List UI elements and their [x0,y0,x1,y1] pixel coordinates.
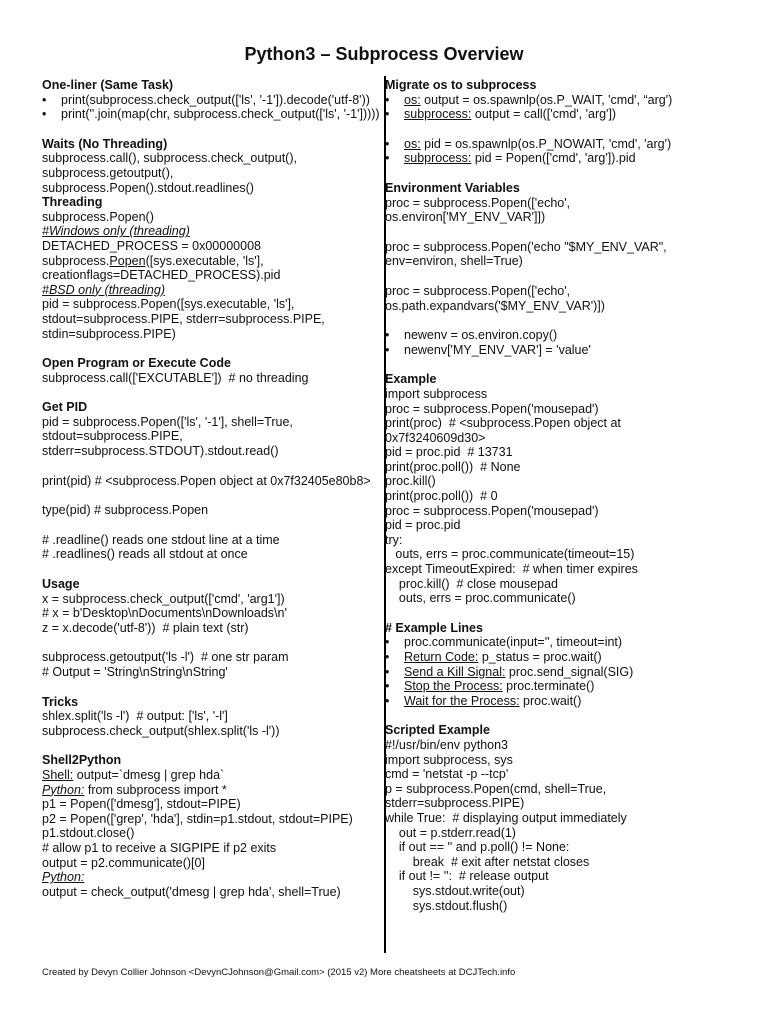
code-line: env=environ, shell=True) [385,254,523,269]
bullet-item [385,665,735,680]
section-heading-waits: Waits (No Threading) [42,136,168,151]
code-line: proc.kill() [385,474,436,489]
bsd-only-label: #BSD only (threading) [42,282,165,297]
code-text: output=`dmesg | grep hda` [73,767,225,782]
code-line: stdout=subprocess.PIPE, stderr=subprocess.PIPE, [42,311,325,326]
code-line: proc = subprocess.Popen('echo "$MY_ENV_VAR", [385,239,667,254]
code-line: break # exit after netstat closes [385,854,590,869]
bullet-item [385,694,735,709]
code-line: cmd = 'netstat -p --tcp' [385,767,509,782]
bullet-item [385,679,735,694]
code-line: z = x.decode('utf-8')) # plain text (str) [42,620,249,635]
code-line: subprocess.check_output(shlex.split('ls -l')) [42,723,280,738]
code-line: outs, errs = proc.communicate() [385,591,576,606]
code-line: pid = proc.pid [385,518,461,533]
stop-process-label: Stop the Process: [404,679,503,694]
code-line [42,254,378,269]
right-column [385,78,735,913]
code-line: output = p2.communicate()[0] [42,855,205,870]
bullet-item [385,107,735,122]
code-line: # Output = 'String\nString\nString' [42,665,228,679]
code-line: p2 = Popen(['grep', 'hda'], stdin=p1.stdout, stdout=PIPE) [42,811,353,826]
code-text: proc.send_signal(SIG) [505,664,634,679]
code-line: stdout=subprocess.PIPE, [42,429,183,444]
section-heading-usage: Usage [42,577,80,592]
bullet-item: • print(subprocess.check_output(['ls', '-1']).decode('utf-8')) [42,93,378,108]
bullet-item [385,137,735,152]
code-text: proc.terminate() [502,679,595,694]
section-heading-threading: Threading [42,195,103,210]
code-line: proc = subprocess.Popen('mousepad') [385,401,599,416]
section-heading-shell2python: Shell2Python [42,753,122,768]
code-line: os.environ['MY_ENV_VAR']]) [385,210,546,225]
python-label: Python: [42,870,85,885]
code-line: shlex.split('ls -l') # output: ['ls', '-l'] [42,709,228,724]
kill-signal-label: Send a Kill Signal: [404,664,506,679]
section-heading-example: Example [385,372,437,387]
code-line: try: [385,532,403,547]
code-line: pid = subprocess.Popen([sys.executable, 'ls'], [42,297,295,312]
code-line: proc = subprocess.Popen('mousepad') [385,503,599,518]
code-line: subprocess.Popen().stdout.readlines() [42,180,254,195]
code-line [42,783,378,798]
code-line: p1 = Popen(['dmesg'], stdout=PIPE) [42,797,241,812]
code-line: print(proc) # <subprocess.Popen object at [385,416,621,431]
os-label: os: [404,92,421,107]
code-line: # .readline() reads one stdout line at a time [42,532,280,547]
code-line: subprocess.getoutput('ls -l') # one str param [42,650,289,665]
code-line: subprocess.call(), subprocess.check_output(), [42,151,297,166]
code-line: #!/usr/bin/env python3 [385,737,508,752]
code-text: pid = os.spawnlp(os.P_NOWAIT, 'cmd', 'arg') [420,136,672,151]
page-title: Python3 – Subprocess Overview [244,44,524,64]
code-line: out = p.stderr.read(1) [385,825,516,840]
code-line: # .readlines() reads all stdout at once [42,547,248,562]
code-line: 0x7f3240609d30> [385,430,486,445]
code-text: output = os.spawnlp(os.P_WAIT, 'cmd', “arg') [420,92,673,107]
code-line: proc = subprocess.Popen(['echo', [385,195,571,210]
code-line: sys.stdout.write(out) [385,883,525,898]
code-line: stderr=subprocess.PIPE) [385,796,525,811]
python-label: Python: [42,782,85,797]
code-line: if out == '' and p.poll() != None: [385,840,570,855]
os-label: os: [404,136,421,151]
code-line: proc.kill() # close mousepad [385,576,558,591]
code-line: outs, errs = proc.communicate(timeout=15) [385,547,635,562]
bullet-item [385,93,735,108]
code-line: import subprocess [385,386,488,401]
left-column [42,78,378,899]
bullet-item [385,650,735,665]
code-line: sys.stdout.flush() [385,898,508,913]
code-line: x = subprocess.check_output(['cmd', 'arg1']) [42,591,285,606]
code-line: creationflags=DETACHED_PROCESS).pid [42,268,281,283]
section-heading-getpid: Get PID [42,400,88,415]
code-text: from subprocess import * [84,782,227,797]
return-code-label: Return Code: [404,650,479,664]
bullet-item: • newenv = os.environ.copy() [385,328,735,343]
code-text: pid = Popen(['cmd', 'arg']).pid [471,151,636,166]
shell-label: Shell: [42,767,74,782]
footer-credits: Created by Devyn Collier Johnson <DevynCJohnson@Gmail.com> (2015 v2) More cheatsheets at DCJTech.info [42,967,516,978]
underlined-text: Popen [109,253,146,268]
code-line: print(proc.poll()) # None [385,459,521,474]
code-line: while True: # displaying output immediately [385,810,627,825]
bullet-item [385,151,735,166]
subprocess-label: subprocess: [404,107,472,122]
code-line: proc = subprocess.Popen(['echo', [385,283,571,298]
section-heading-oneliner: One-liner (Same Task) [42,78,174,92]
code-line: p1.stdout.close() [42,826,135,841]
code-text: ([sys.executable, 'ls'], [145,253,264,268]
code-line: DETACHED_PROCESS = 0x00000008 [42,238,261,253]
code-line: stderr=subprocess.STDOUT).stdout.read() [42,444,279,459]
code-line: import subprocess, sys [385,752,513,767]
code-line: pid = subprocess.Popen(['ls', '-1'], shell=True, [42,414,293,429]
section-heading-env: Environment Variables [385,180,520,195]
section-heading-scripted: Scripted Example [385,723,490,738]
section-heading-example-lines: # Example Lines [385,620,483,635]
bullet-item: • newenv['MY_ENV_VAR'] = 'value' [385,343,735,358]
code-line: subprocess.Popen() [42,209,154,224]
code-line: subprocess.call(['EXCUTABLE']) # no threading [42,370,309,385]
code-line: # allow p1 to receive a SIGPIPE if p2 exits [42,840,277,855]
code-line: print(proc.poll()) # 0 [385,489,498,504]
code-line: os.path.expandvars('$MY_ENV_VAR')]) [385,298,605,313]
section-heading-tricks: Tricks [42,694,79,709]
code-line: type(pid) # subprocess.Popen [42,503,209,518]
code-line: p = subprocess.Popen(cmd, shell=True, [385,781,607,796]
code-line: if out != '': # release output [385,869,549,884]
section-heading-open: Open Program or Execute Code [42,356,231,371]
windows-only-label: #Windows only (threading) [42,224,190,239]
code-line: stdin=subprocess.PIPE) [42,326,176,341]
code-text: output = call(['cmd', 'arg']) [471,107,617,122]
code-line [42,768,378,783]
bullet-item: • proc.communicate(input='', timeout=int) [385,635,735,650]
code-line: print(pid) # <subprocess.Popen object at 0x7f32405e80b8> [42,473,371,488]
code-text: proc.wait() [519,693,582,708]
code-line: # x = b'Desktop\nDocuments\nDownloads\n' [42,606,287,621]
subprocess-label: subprocess: [404,151,472,166]
code-text: p_status = proc.wait() [478,650,602,664]
bullet-item: • print(''.join(map(chr, subprocess.check_output(['ls', '-1'])))) [42,107,378,122]
code-line: pid = proc.pid # 13731 [385,445,513,460]
section-heading-migrate: Migrate os to subprocess [385,78,537,92]
code-line: output = check_output('dmesg | grep hda', shell=True) [42,884,341,899]
code-line: except TimeoutExpired: # when timer expires [385,562,638,577]
code-text: subprocess. [42,253,110,268]
wait-process-label: Wait for the Process: [404,693,520,708]
code-line: subprocess.getoutput(), [42,165,174,180]
